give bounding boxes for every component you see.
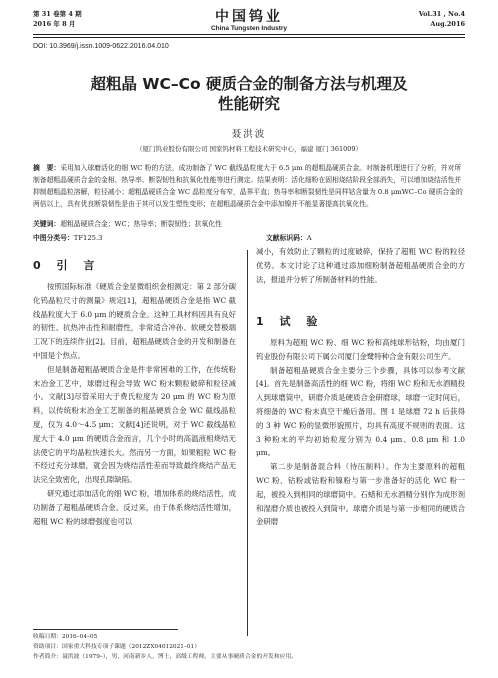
- title-line-1: 超粗晶 WC–Co 硬质合金的制备方法与机理及: [90, 75, 408, 93]
- section-heading-introduction: 0 引 言: [33, 259, 101, 272]
- abstract-label: 摘 要：: [33, 164, 61, 172]
- volume-cn: 第 31 卷第 4 期: [33, 10, 82, 18]
- footnote-received: 收稿日期：2016–04–05: [33, 634, 98, 640]
- paragraph: 但是制备超粗晶硬质合金是件非常困难的工作，在传统粉末冶金工艺中，球磨过程会导致 WC 粉末颗粒破碎和粒径减小。文献[3]尽管采用大于费氏粒度为 20 μm 的 WC 粉为原料，以传统粉末冶金工艺制备的粗晶硬质合金 WC 截线晶粒度，仅为 4.0～4.5 μm；文献[4]还说明，对于 WC 截线晶粒度大于 4.0 μm 的硬质合金而言，几个小时的高温液相烧结无法使它的平均晶粒快速长大。然而另一方面，如果粗粒 WC 粉不经过充分球磨，就会因为烧结活性差而导致最终烧结产品无法完全致密化，出现孔隙缺陷。: [33, 364, 236, 485]
- footnote-funding: 资助项目：国家重大科技专项子课题（2012ZX04012021–01）: [33, 644, 201, 650]
- paragraph: 制备超粗晶硬质合金主要分三个步骤，具体可以参考文献[4]。首先是制备高活性的细 WC 粉，将细 WC 粉和无水酒精投入到球磨筒中，研磨介质是硬质合金研磨球，球磨一定时间后，将细备的 WC 粉末真空干燥后备用。图 1 是球磨 72 h 后获得的 3 种 WC 粉的显微形貌照片，均具有高度不规则的表面。这 3 种粉末的平均初始粒度分别为 0.4 μm、0.8 μm 和 1.0 μm。: [256, 365, 465, 458]
- experiment-text: [256, 336, 465, 529]
- keywords: [33, 218, 465, 230]
- paragraph: 第二步是制备混合料（待压制料）。作为主要原料的超粗 WC 粉、钴粉或钴粉和镍粉与第一步准备好的活化 WC 粉一起，被投入到相同的球磨筒中。石蜡和无水酒精分别作为成形剂和湿磨介质也被投入到筒中。球磨介质是与第一步相同的硬质合金研磨: [256, 462, 465, 527]
- clc-value: TF125.3: [73, 234, 103, 242]
- author-name: 聂洪波: [231, 129, 267, 140]
- footnote-author: 作者简介：聂洪波（1979–），男，河南新乡人，博士，高级工程师，主要从事硬质合金的开发和应用。: [33, 654, 298, 660]
- title-line-2: 性能研究: [217, 95, 280, 113]
- paper-title: [0, 74, 498, 114]
- header-rule-thick: [33, 34, 465, 35]
- doc-code-label: 文献标识码：: [266, 234, 307, 242]
- footnote-rule: [33, 629, 178, 630]
- paragraph: 按照国际标准《硬质合金显微组织金相测定：第 2 部分碳化钨晶粒尺寸的测量》规定[1]，超粗晶硬质合金是指 WC 截线晶粒度大于 6.0 μm 的硬质合金。这种工具材料因具有良好的韧性、抗热冲击性和耐磨性，非常适合冲孙、软硬交替极端工况下的连续作业[2]。目前，超粗晶硬质合金的开发和制备在中国是个热点。: [33, 282, 236, 360]
- abstract: [33, 162, 465, 210]
- doc-code-value: A: [306, 234, 312, 242]
- doi[interactable]: DOI: 10.3969/j.issn.1009-0622.2016.04.010: [33, 43, 169, 50]
- keywords-text: 超粗晶硬质合金；WC；热导率；断裂韧性；抗氧化性: [60, 220, 222, 228]
- column-divider: [247, 250, 248, 636]
- header-rule-thin: [33, 37, 465, 38]
- date-cn: 2016 年 8 月: [33, 20, 76, 28]
- paragraph: 减小，有效防止了颗粒的过度破碎，保持了超粗 WC 粉的粒径优势。本文讨论了这种通过添加细粉制备超粗晶硬质合金的方法，报道并分析了所制备材料的性能。: [256, 247, 465, 284]
- clc-label: 中图分类号：: [33, 234, 74, 242]
- section-heading-experiment: 1 试 验: [256, 315, 324, 328]
- affiliation: （厦门钨业股份有限公司 国家钨材料工程技术研究中心，福建 厦门 361009）: [135, 145, 362, 153]
- running-header-right: [419, 9, 465, 29]
- left-column: [33, 280, 236, 528]
- right-column: [256, 245, 465, 286]
- footnotes: [33, 632, 465, 662]
- paragraph: 原料为超粗 WC 粉、细 WC 粉和高纯球形钴粉，均由厦门钨业股份有限公司下属公司厦门金鹭特种合金有限公司生产。: [256, 338, 465, 361]
- journal-name-en: China Tungsten Industry: [210, 25, 288, 32]
- clc-number: [33, 232, 103, 242]
- document-code: [266, 232, 312, 242]
- keywords-label: 关键词：: [33, 220, 61, 228]
- abstract-text: 采用加入球磨活化的细 WC 粉的方法，成功制备了 WC 截线晶粒度大于 6.5 μm 的超粗晶硬质合金。对制备机理进行了分析，并对所制备超粗晶硬质合金的金相、热导率、断裂韧性和抗氧化性能等进行测定。结果表明：活化细粉在固相烧结阶段全部消失，可以增加烧结活性并抑制超粗晶粒溶解，粒径减小；超粗晶硬质合金 WC 晶粒度分布窄，晶界平直；热导率和断裂韧性是同样钴含量为 0.8 μmWC–Co 硬质合金的两倍以上，具有优良断裂韧性是由于其可以发生塑性变形；在超粗晶硬质合金中添加镍并不能显著提高抗氧化性。: [33, 164, 463, 208]
- date-en: Aug.2016: [430, 20, 465, 28]
- journal-name-cn: 中国钨业: [215, 9, 283, 25]
- volume-en: Vol.31 , No.4: [418, 10, 465, 18]
- paragraph: 研究通过添加活化的细 WC 粉，增加体系的烧结活性，成功制备了超粗晶硬质合金。反过来，由于体系烧结活性增加，超粗 WC 粉的球磨强度也可以: [33, 488, 236, 526]
